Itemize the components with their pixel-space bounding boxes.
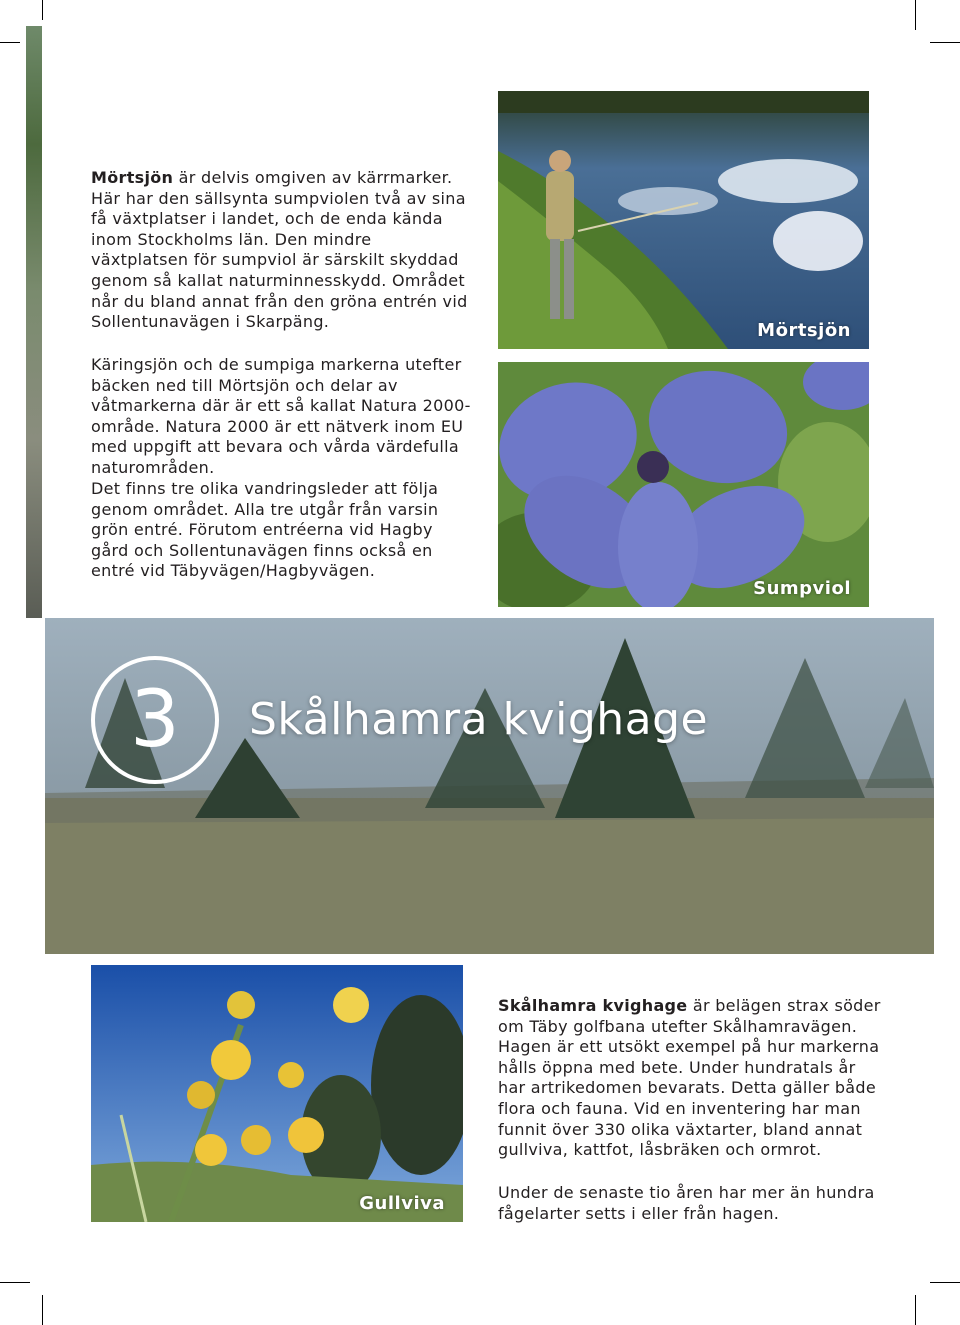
lake-caption: Mörtsjön — [757, 320, 851, 341]
violet-caption: Sumpviol — [753, 578, 851, 599]
section-number-circle — [91, 656, 219, 784]
intro-lead: Mörtsjön — [91, 168, 174, 187]
crop-mark — [42, 1295, 43, 1325]
skalhamra-paragraph — [498, 996, 882, 1161]
crop-mark — [0, 1282, 30, 1283]
left-photo-strip — [26, 26, 42, 618]
violet-photo — [498, 362, 869, 607]
crop-mark — [0, 42, 20, 43]
natura-paragraph: Käringsjön och de sumpiga markerna utefter bäcken ned till Mörtsjön och delar av våtmarkerna där är ett så kallat Natura 2000-område. Natura 2000 är ett nätverk inom EU med uppgift att bevara och vårda värdefulla naturområden. — [91, 355, 471, 477]
crop-mark — [930, 1282, 960, 1283]
crop-mark — [915, 0, 916, 30]
section-title: Skålhamra kvighage — [249, 694, 709, 745]
skalhamra-text: är belägen strax söder om Täby golfbana utefter Skålhamravägen. Hagen är ett utsökt exempel på hur markerna hålls öppna med bete. Under hundratals år har artrikedomen bevarats. Detta gäller både flora och fauna. Vid en inventering har man funnit över 330 olika växtarter, bland annat gullviva, kattfot, låsbräken och ormrot. — [498, 996, 881, 1160]
trails-paragraph: Det finns tre olika vandringsleder att följa genom området. Alla tre utgår från varsin grön entré. Förutom entréerna vid Hagby gård och Sollentunavägen finns också en entré vid Täbyvägen/Hagbyvägen. — [91, 479, 439, 581]
crop-mark — [915, 1295, 916, 1325]
crop-mark — [42, 0, 43, 20]
intro-paragraph — [91, 168, 471, 333]
birds-paragraph: Under de senaste tio åren har mer än hundra fågelarter setts i eller från hagen. — [498, 1183, 875, 1223]
section-number: 3 — [130, 675, 180, 765]
intro-text: är delvis omgiven av kärrmarker. Här har den sällsynta sumpviolen två av sina få växtplatser i landet, och de enda kända inom Stockholms län. Den mindre växtplatsen för sumpviol är särskilt skyddad genom så kallat naturminnesskydd. Området når du bland annat från den gröna entrén vid Sollentunavägen i Skarpäng. — [91, 168, 468, 332]
section-banner — [45, 618, 934, 954]
cowslip-photo — [91, 965, 463, 1222]
cowslip-caption: Gullviva — [359, 1193, 445, 1214]
lake-photo — [498, 91, 869, 349]
crop-mark — [930, 42, 960, 43]
skalhamra-lead: Skålhamra kvighage — [498, 996, 688, 1015]
